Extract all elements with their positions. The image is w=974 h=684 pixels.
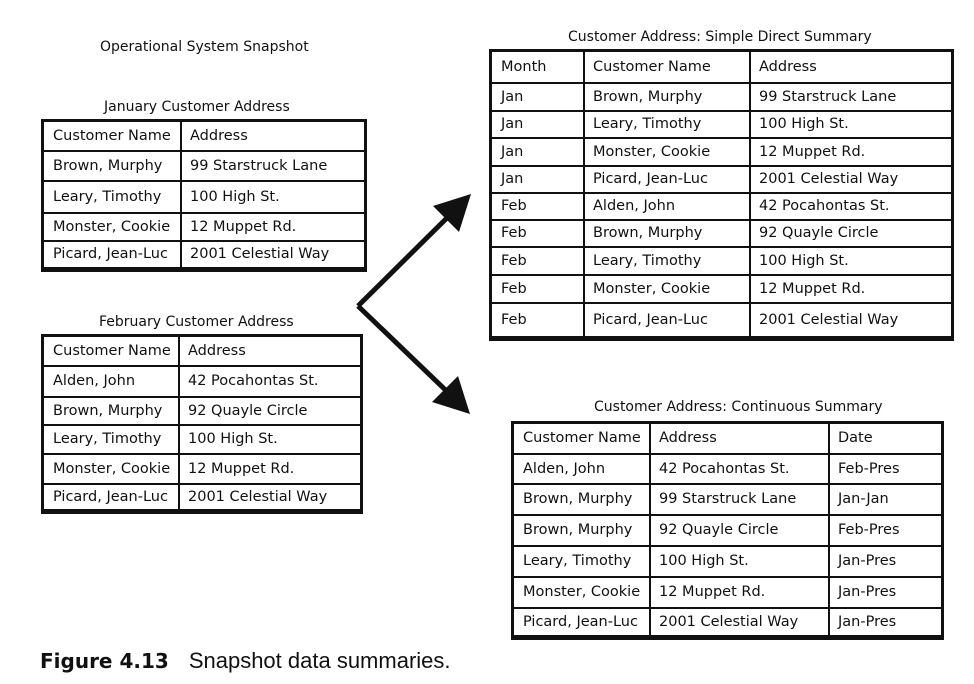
table-cell: Leary, Timothy bbox=[593, 252, 702, 269]
table-cell: 42 Pocahontas St. bbox=[759, 198, 890, 215]
table-cell: Monster, Cookie bbox=[593, 280, 711, 297]
table-cell: 100 High St. bbox=[188, 431, 278, 448]
column-header: Customer Name bbox=[53, 127, 171, 144]
table-cell: Picard, Jean-Luc bbox=[523, 613, 638, 630]
january-table-title: January Customer Address bbox=[104, 99, 290, 115]
table-cell: Jan bbox=[501, 116, 524, 133]
table-cell: Jan bbox=[501, 88, 524, 105]
column-header: Customer Name bbox=[593, 58, 711, 75]
snapshot-title: Operational System Snapshot bbox=[100, 39, 309, 55]
table-cell: Leary, Timothy bbox=[53, 431, 162, 448]
table-cell: 99 Starstruck Lane bbox=[759, 88, 897, 105]
table-cell: 42 Pocahontas St. bbox=[659, 460, 790, 477]
table-cell: Feb-Pres bbox=[838, 522, 900, 539]
table-cell: Picard, Jean-Luc bbox=[53, 246, 168, 263]
table-cell: Brown, Murphy bbox=[593, 225, 703, 242]
table-cell: Brown, Murphy bbox=[523, 491, 633, 508]
table-cell: Alden, John bbox=[523, 460, 606, 477]
table-cell: Jan-Jan bbox=[838, 491, 889, 508]
table-cell: 100 High St. bbox=[659, 553, 749, 570]
table-cell: Feb bbox=[501, 225, 527, 242]
table-cell: 92 Quayle Circle bbox=[188, 402, 308, 419]
figure-caption-text: Snapshot data summaries. bbox=[188, 648, 451, 673]
table-cell: Jan-Pres bbox=[838, 584, 897, 601]
table-cell: 2001 Celestial Way bbox=[659, 613, 799, 630]
table-cell: 12 Muppet Rd. bbox=[190, 218, 297, 235]
arrow-to-continuous-summary bbox=[358, 306, 470, 414]
column-header: Customer Name bbox=[523, 430, 641, 447]
column-header: Date bbox=[838, 430, 873, 447]
figure-caption bbox=[40, 648, 451, 674]
table-cell: Monster, Cookie bbox=[593, 143, 711, 160]
table-cell: 2001 Celestial Way bbox=[759, 311, 899, 328]
table-cell: 12 Muppet Rd. bbox=[759, 280, 866, 297]
table-cell: Monster, Cookie bbox=[523, 584, 641, 601]
column-header: Customer Name bbox=[53, 342, 171, 359]
table-cell: Jan bbox=[501, 143, 524, 160]
table-cell: Feb bbox=[501, 252, 527, 269]
table-cell: 42 Pocahontas St. bbox=[188, 373, 319, 390]
table-cell: 12 Muppet Rd. bbox=[659, 584, 766, 601]
arrow-to-simple-summary bbox=[358, 194, 471, 306]
table-cell: Feb bbox=[501, 198, 527, 215]
table-cell: Feb bbox=[501, 311, 527, 328]
column-header: Address bbox=[190, 127, 248, 144]
table-cell: 92 Quayle Circle bbox=[659, 522, 779, 539]
table-cell: 99 Starstruck Lane bbox=[659, 491, 797, 508]
table-cell: Monster, Cookie bbox=[53, 218, 171, 235]
table-cell: Leary, Timothy bbox=[593, 116, 702, 133]
table-cell: 12 Muppet Rd. bbox=[759, 143, 866, 160]
table-cell: 100 High St. bbox=[190, 188, 280, 205]
table-cell: Leary, Timothy bbox=[523, 553, 632, 570]
table-cell: Brown, Murphy bbox=[593, 88, 703, 105]
table-cell: 12 Muppet Rd. bbox=[188, 460, 295, 477]
table-cell: Brown, Murphy bbox=[53, 157, 163, 174]
column-header: Address bbox=[188, 342, 246, 359]
column-header: Address bbox=[659, 430, 717, 447]
table-cell: 2001 Celestial Way bbox=[188, 488, 328, 505]
table-cell: 100 High St. bbox=[759, 116, 849, 133]
table-cell: Picard, Jean-Luc bbox=[593, 311, 708, 328]
figure-number: Figure 4.13 bbox=[40, 649, 169, 673]
table-cell: 92 Quayle Circle bbox=[759, 225, 879, 242]
table-cell: Jan bbox=[501, 171, 524, 188]
simple-summary-title: Customer Address: Simple Direct Summary bbox=[568, 29, 872, 45]
table-cell: Brown, Murphy bbox=[523, 522, 633, 539]
table-cell: Feb-Pres bbox=[838, 460, 900, 477]
table-cell: Alden, John bbox=[593, 198, 676, 215]
february-table-title: February Customer Address bbox=[99, 314, 294, 330]
table-cell: Brown, Murphy bbox=[53, 402, 163, 419]
table-cell: Picard, Jean-Luc bbox=[53, 488, 168, 505]
table-cell: Feb bbox=[501, 280, 527, 297]
table-cell: Picard, Jean-Luc bbox=[593, 171, 708, 188]
table-cell: Jan-Pres bbox=[838, 613, 897, 630]
table-cell: 100 High St. bbox=[759, 252, 849, 269]
table-cell: 2001 Celestial Way bbox=[190, 246, 330, 263]
table-cell: Leary, Timothy bbox=[53, 188, 162, 205]
continuous-summary-title: Customer Address: Continuous Summary bbox=[594, 399, 883, 415]
table-cell: Alden, John bbox=[53, 373, 136, 390]
table-cell: 99 Starstruck Lane bbox=[190, 157, 328, 174]
column-header: Address bbox=[759, 58, 817, 75]
table-cell: 2001 Celestial Way bbox=[759, 171, 899, 188]
column-header: Month bbox=[501, 58, 547, 75]
table-cell: Jan-Pres bbox=[838, 553, 897, 570]
table-cell: Monster, Cookie bbox=[53, 460, 171, 477]
